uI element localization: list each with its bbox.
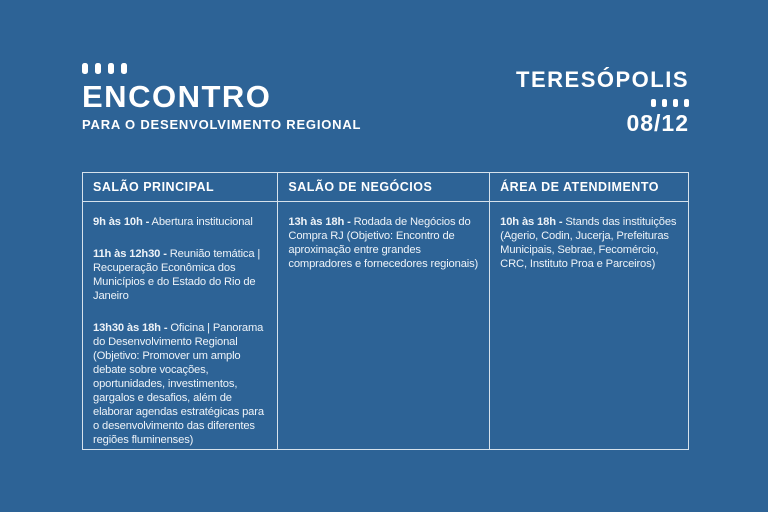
header (82, 63, 689, 135)
column-body-salao-de-negocios (278, 202, 490, 449)
tick-icon (108, 63, 114, 74)
column-body-salao-principal (83, 202, 278, 449)
tick-marks-icon (82, 63, 361, 74)
tick-icon (684, 99, 689, 107)
event-item (93, 215, 271, 229)
event-item (500, 215, 682, 271)
event-date: 08/12 (626, 110, 689, 136)
column-header-salao-principal: SALÃO PRINCIPAL (83, 173, 278, 202)
tick-icon (121, 63, 127, 74)
event-description: Oficina | Panorama do Desenvolvimento Regional (Objetivo: Promover um amplo debate sobre vocações, oportunidades, investimentos, gargalos e desafios, além de elaborar agendas estratégicas para o desenvolvimento das diferentes regiões fluminenses) (93, 322, 264, 446)
page-title: ENCONTRO (82, 79, 272, 114)
event-item (288, 215, 483, 271)
event-item (93, 247, 271, 303)
location-block (516, 69, 689, 135)
event-time: 13h30 às 18h - (93, 322, 168, 334)
column-header-area-de-atendimento: ÁREA DE ATENDIMENTO (490, 173, 688, 202)
brand-block (82, 63, 361, 132)
tick-icon (82, 63, 88, 74)
event-time: 13h às 18h - (288, 216, 351, 228)
event-description: Abertura institucional (151, 216, 253, 228)
event-description: Rodada de Negócios do Compra RJ (Objetivo: Encontro de aproximação entre grandes compradores e fornecedores regionais) (288, 216, 479, 270)
event-item (93, 321, 271, 447)
event-description: Stands das instituições (Agerio, Codin, Jucerja, Prefeituras Municipais, Sebrae, Fecomércio, CRC, Instituto Proa e Parceiros) (500, 216, 677, 270)
location-city: TERESÓPOLIS (516, 67, 689, 92)
event-time: 9h às 10h - (93, 216, 150, 228)
tick-marks-icon (651, 99, 689, 107)
event-time: 11h às 12h30 - (93, 248, 167, 260)
column-body-area-de-atendimento (490, 202, 688, 449)
tick-icon (673, 99, 678, 107)
event-description: Reunião temática | Recuperação Econômica dos Municípios e do Estado do Rio de Janeiro (93, 248, 261, 302)
schedule-table (82, 172, 689, 450)
event-time: 10h às 18h - (500, 216, 563, 228)
tick-icon (662, 99, 667, 107)
page-subtitle: PARA O DESENVOLVIMENTO REGIONAL (82, 117, 362, 132)
column-header-salao-de-negocios: SALÃO DE NEGÓCIOS (278, 173, 490, 202)
tick-icon (95, 63, 101, 74)
tick-icon (651, 99, 656, 107)
